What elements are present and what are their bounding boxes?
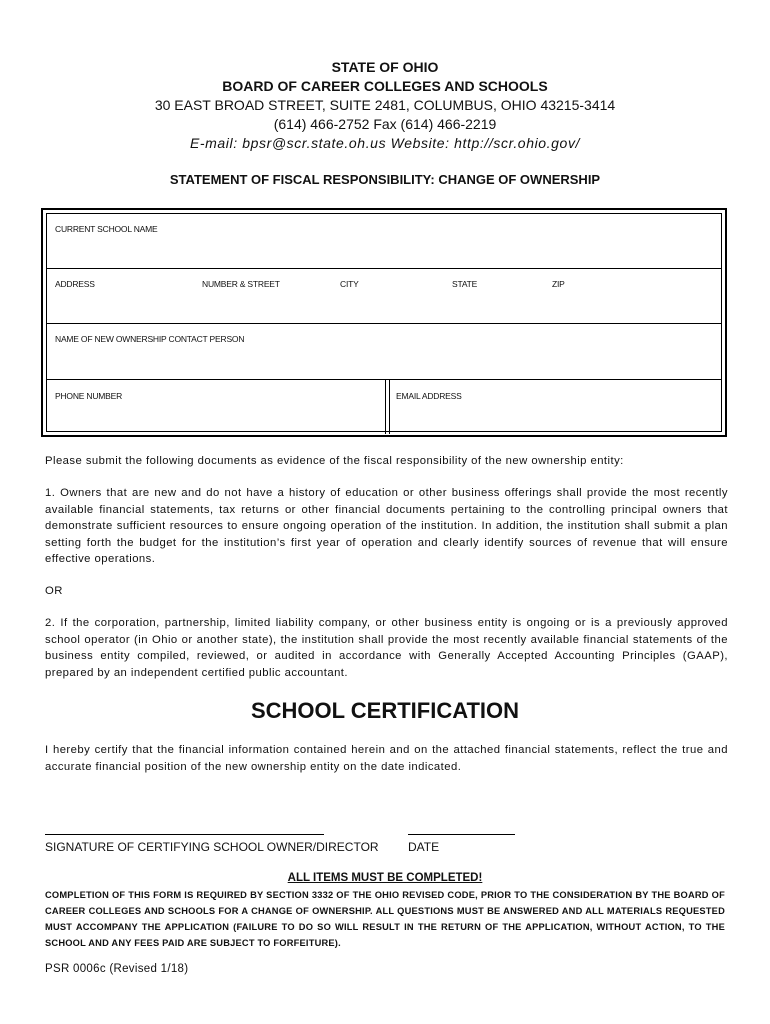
requirement-item-2: 2. If the corporation, partnership, limited liability company, or other business entity is ongoing or is a previously approved school operator (in Ohio or another state), the institution shall provide the most recently available financial statements of the business entity compiled, reviewed, or audited in accordance with Generally Accepted Accounting Principles (GAAP), prepared by an independent certified public accountant. [45, 617, 728, 679]
intro-text: Please submit the following documents as evidence of the fiscal responsibility of the new ownership entity: [45, 455, 624, 467]
state-label: STATE [452, 279, 478, 289]
zip-label: ZIP [552, 279, 565, 289]
school-name-field[interactable] [47, 214, 721, 269]
certification-statement: I hereby certify that the financial information contained herein and on the attached financial statements, reflect the true and accurate financial position of the new ownership entity on the date indicated. [45, 744, 728, 773]
signature-line[interactable] [45, 834, 324, 835]
board-address: 30 EAST BROAD STREET, SUITE 2481, COLUMBUS, OHIO 43215-3414 [154, 97, 616, 113]
date-label: DATE [408, 840, 440, 854]
email-label: EMAIL ADDRESS [396, 391, 462, 401]
phone-email-row [47, 380, 721, 434]
number-street-label: NUMBER & STREET [202, 279, 280, 289]
contact-person-field[interactable] [47, 324, 721, 380]
email-field[interactable] [389, 380, 721, 434]
board-email-website: E-mail: bpsr@scr.state.oh.us Website: http://scr.ohio.gov/ [189, 135, 581, 151]
all-items-required: ALL ITEMS MUST BE COMPLETED! [287, 872, 483, 884]
board-phone-fax: (614) 466-2752 Fax (614) 466-2219 [273, 116, 497, 132]
school-name-label: CURRENT SCHOOL NAME [55, 224, 158, 234]
date-line[interactable] [408, 834, 515, 835]
form-inner-border [46, 213, 722, 432]
form-title: STATEMENT OF FISCAL RESPONSIBILITY: CHANGE OF OWNERSHIP [169, 172, 601, 187]
phone-field[interactable] [47, 380, 386, 434]
form-id: PSR 0006c (Revised 1/18) [45, 963, 189, 975]
agency-name: STATE OF OHIO [331, 59, 439, 75]
certification-title: SCHOOL CERTIFICATION [250, 698, 520, 723]
address-label: ADDRESS [55, 279, 95, 289]
phone-label: PHONE NUMBER [55, 391, 123, 401]
signature-label: SIGNATURE OF CERTIFYING SCHOOL OWNER/DIRECTOR [45, 840, 379, 854]
legal-notice: COMPLETION OF THIS FORM IS REQUIRED BY SECTION 3332 OF THE OHIO REVISED CODE, PRIOR TO THE CONSIDERATION BY THE BOARD OF CAREER COLLEGES AND SCHOOLS FOR A CHANGE OF OWNERSHIP. ALL QUESTIONS MUST BE ANSWERED AND ALL MATERIALS REQUESTED MUST ACCOMPANY THE APPLICATION (FAILURE TO DO SO WILL RESULT IN THE RETURN OF THE APPLICATION, WITHOUT ACTION, TO THE SCHOOL AND ANY FEES PAID ARE SUBJECT TO FORFEITURE). [45, 890, 725, 948]
contact-person-label: NAME OF NEW OWNERSHIP CONTACT PERSON [55, 334, 245, 344]
or-separator: OR [45, 585, 63, 597]
ownership-info-form [41, 208, 727, 437]
requirement-item-1: 1. Owners that are new and do not have a history of education or other business offerings shall provide the most recently available financial statements, tax returns or other financial documents pertaining to the controlling principal owners that demonstrate sufficient resources to ensure ongoing operation of the institution. In addition, the institution shall submit a plan setting forth the budget for the institution’s first year of operation and clearly identify sources of revenue that will ensure effective operations. [45, 487, 728, 565]
address-field[interactable] [47, 269, 721, 324]
board-name: BOARD OF CAREER COLLEGES AND SCHOOLS [222, 78, 548, 94]
city-label: CITY [340, 279, 359, 289]
